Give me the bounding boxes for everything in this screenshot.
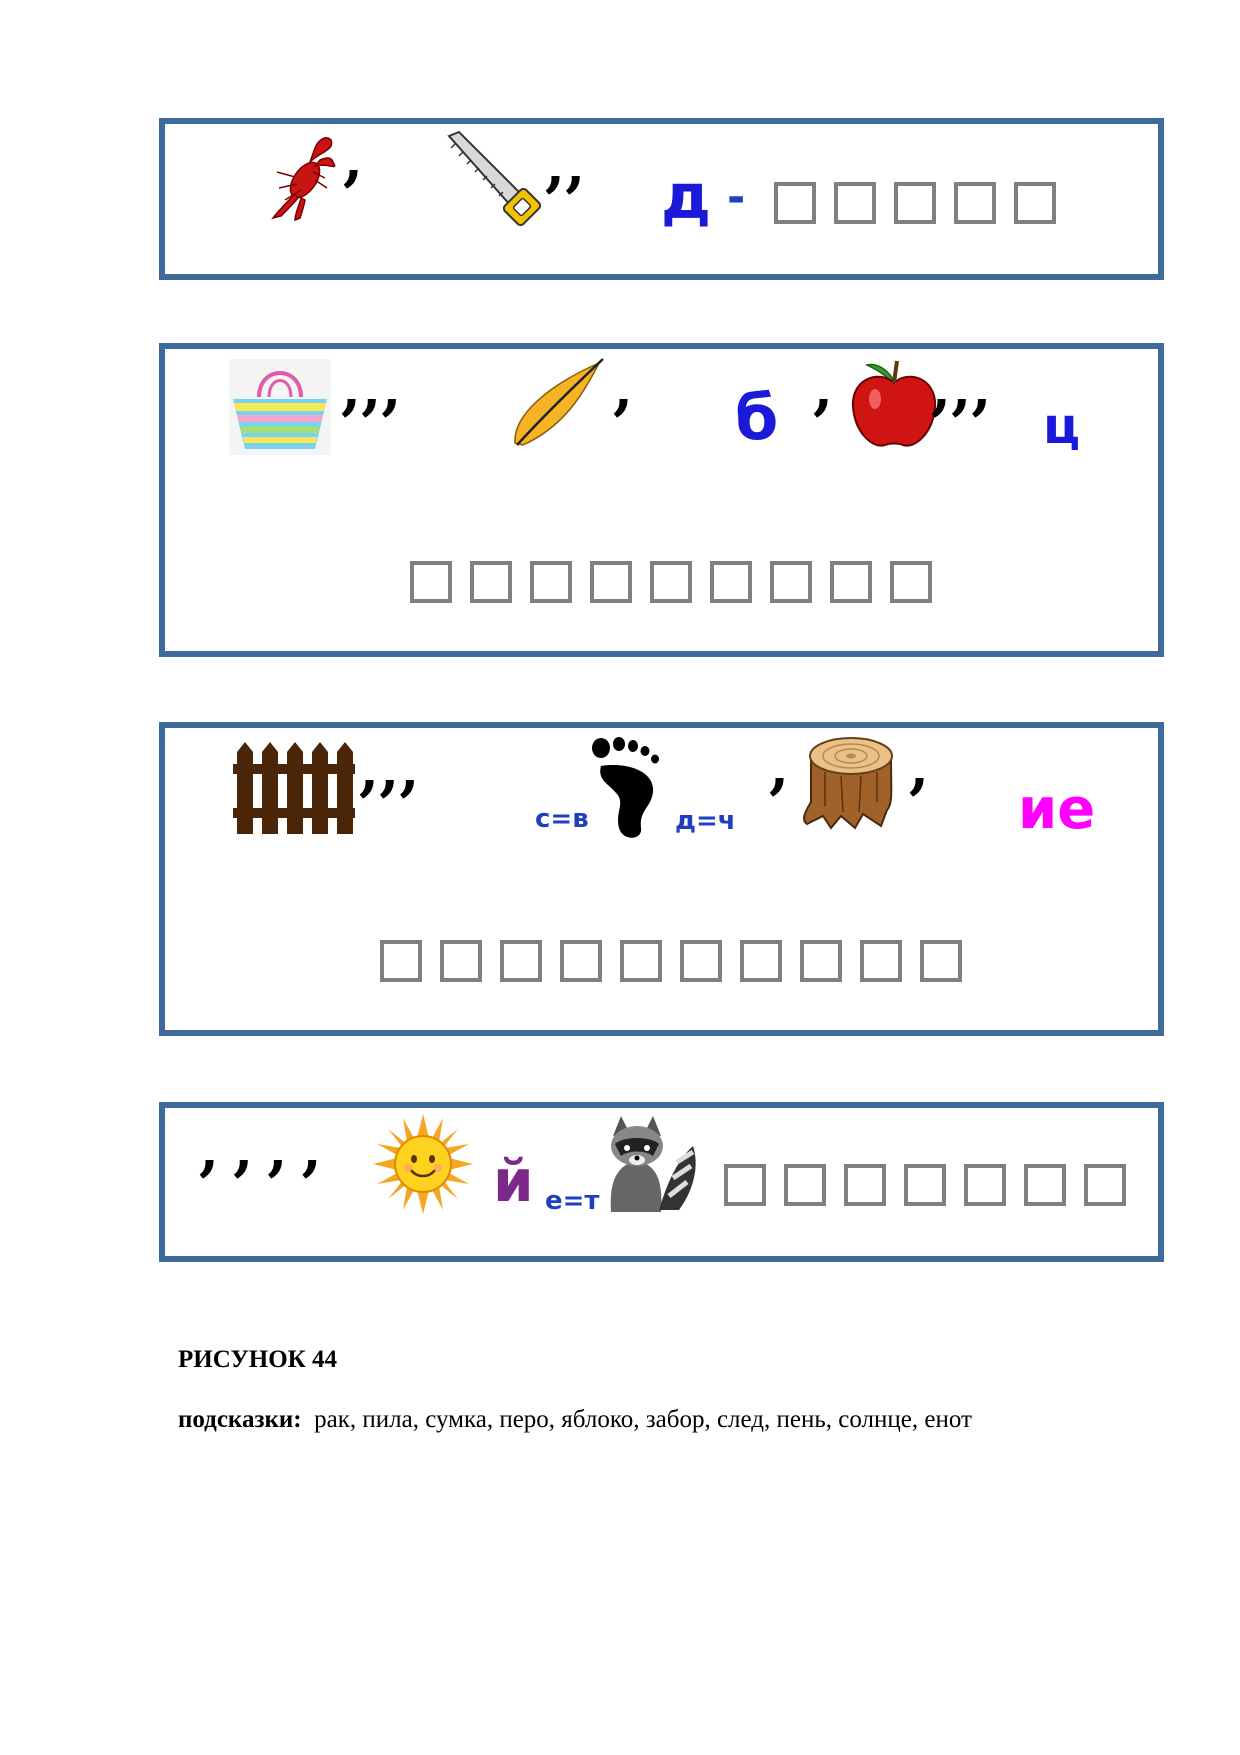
replacement-hint: е=т xyxy=(545,1186,600,1216)
raccoon-icon xyxy=(607,1116,699,1212)
footprint-icon xyxy=(589,736,669,840)
answer-box[interactable] xyxy=(800,940,842,982)
answer-box[interactable] xyxy=(830,561,872,603)
answer-box[interactable] xyxy=(920,940,962,982)
answer-box[interactable] xyxy=(954,182,996,224)
comma-mark: , xyxy=(343,125,364,193)
answer-box[interactable] xyxy=(590,561,632,603)
answer-box[interactable] xyxy=(844,1164,886,1206)
stump-icon xyxy=(801,732,901,832)
hints-text: рак, пила, сумка, перо, яблоко, забор, след, пень, солнце, енот xyxy=(314,1406,972,1433)
answer-box[interactable] xyxy=(620,940,662,982)
comma-mark: ,,, xyxy=(359,735,420,803)
puzzle-panel-4 xyxy=(159,1102,1164,1262)
letter-hint: ие xyxy=(1018,777,1096,842)
answer-box[interactable] xyxy=(500,940,542,982)
answer-box[interactable] xyxy=(710,561,752,603)
answer-box[interactable] xyxy=(560,940,602,982)
puzzle-panel-1 xyxy=(159,118,1164,280)
answer-box[interactable] xyxy=(724,1164,766,1206)
answer-box[interactable] xyxy=(410,561,452,603)
fence-icon xyxy=(233,738,355,834)
answer-box[interactable] xyxy=(1014,182,1056,224)
saw-icon xyxy=(445,130,545,230)
dash-mark: - xyxy=(727,172,746,223)
comma-mark: , xyxy=(769,733,790,801)
answer-box[interactable] xyxy=(740,940,782,982)
answer-box[interactable] xyxy=(860,940,902,982)
answer-box[interactable] xyxy=(440,940,482,982)
puzzle-panel-2 xyxy=(159,343,1164,657)
letter-hint: д xyxy=(661,160,712,233)
comma-mark: , xyxy=(909,733,930,801)
answer-box[interactable] xyxy=(890,561,932,603)
puzzle-panel-3 xyxy=(159,722,1164,1036)
answer-box[interactable] xyxy=(470,561,512,603)
answer-box[interactable] xyxy=(530,561,572,603)
crayfish-icon xyxy=(265,132,345,222)
hints-line xyxy=(178,1406,972,1434)
answer-box[interactable] xyxy=(904,1164,946,1206)
replacement-hint: с=в xyxy=(535,804,589,834)
answer-box[interactable] xyxy=(380,940,422,982)
apple-icon xyxy=(849,355,939,451)
comma-mark: ,,, xyxy=(931,354,992,422)
letter-hint: й xyxy=(493,1147,534,1215)
answer-box[interactable] xyxy=(680,940,722,982)
answer-box[interactable] xyxy=(834,182,876,224)
answer-box[interactable] xyxy=(770,561,812,603)
answer-box[interactable] xyxy=(964,1164,1006,1206)
letter-hint: б xyxy=(735,381,779,454)
answer-box[interactable] xyxy=(894,182,936,224)
answer-box[interactable] xyxy=(1024,1164,1066,1206)
comma-mark: ,, xyxy=(545,131,586,199)
sun-icon xyxy=(373,1114,473,1214)
answer-box[interactable] xyxy=(1084,1164,1126,1206)
bag-icon xyxy=(229,359,331,455)
answer-box[interactable] xyxy=(784,1164,826,1206)
answer-box[interactable] xyxy=(774,182,816,224)
hints-label: подсказки: xyxy=(178,1406,302,1433)
replacement-hint: д=ч xyxy=(675,806,736,836)
letter-hint: ц xyxy=(1043,397,1081,455)
feather-icon xyxy=(509,355,609,451)
figure-title: РИСУНОК 44 xyxy=(178,1346,338,1373)
comma-mark: , xyxy=(813,354,834,422)
comma-mark: , xyxy=(613,354,634,422)
comma-mark: ,,, xyxy=(341,354,402,422)
answer-box[interactable] xyxy=(650,561,692,603)
comma-mark: ,,,, xyxy=(199,1115,336,1183)
